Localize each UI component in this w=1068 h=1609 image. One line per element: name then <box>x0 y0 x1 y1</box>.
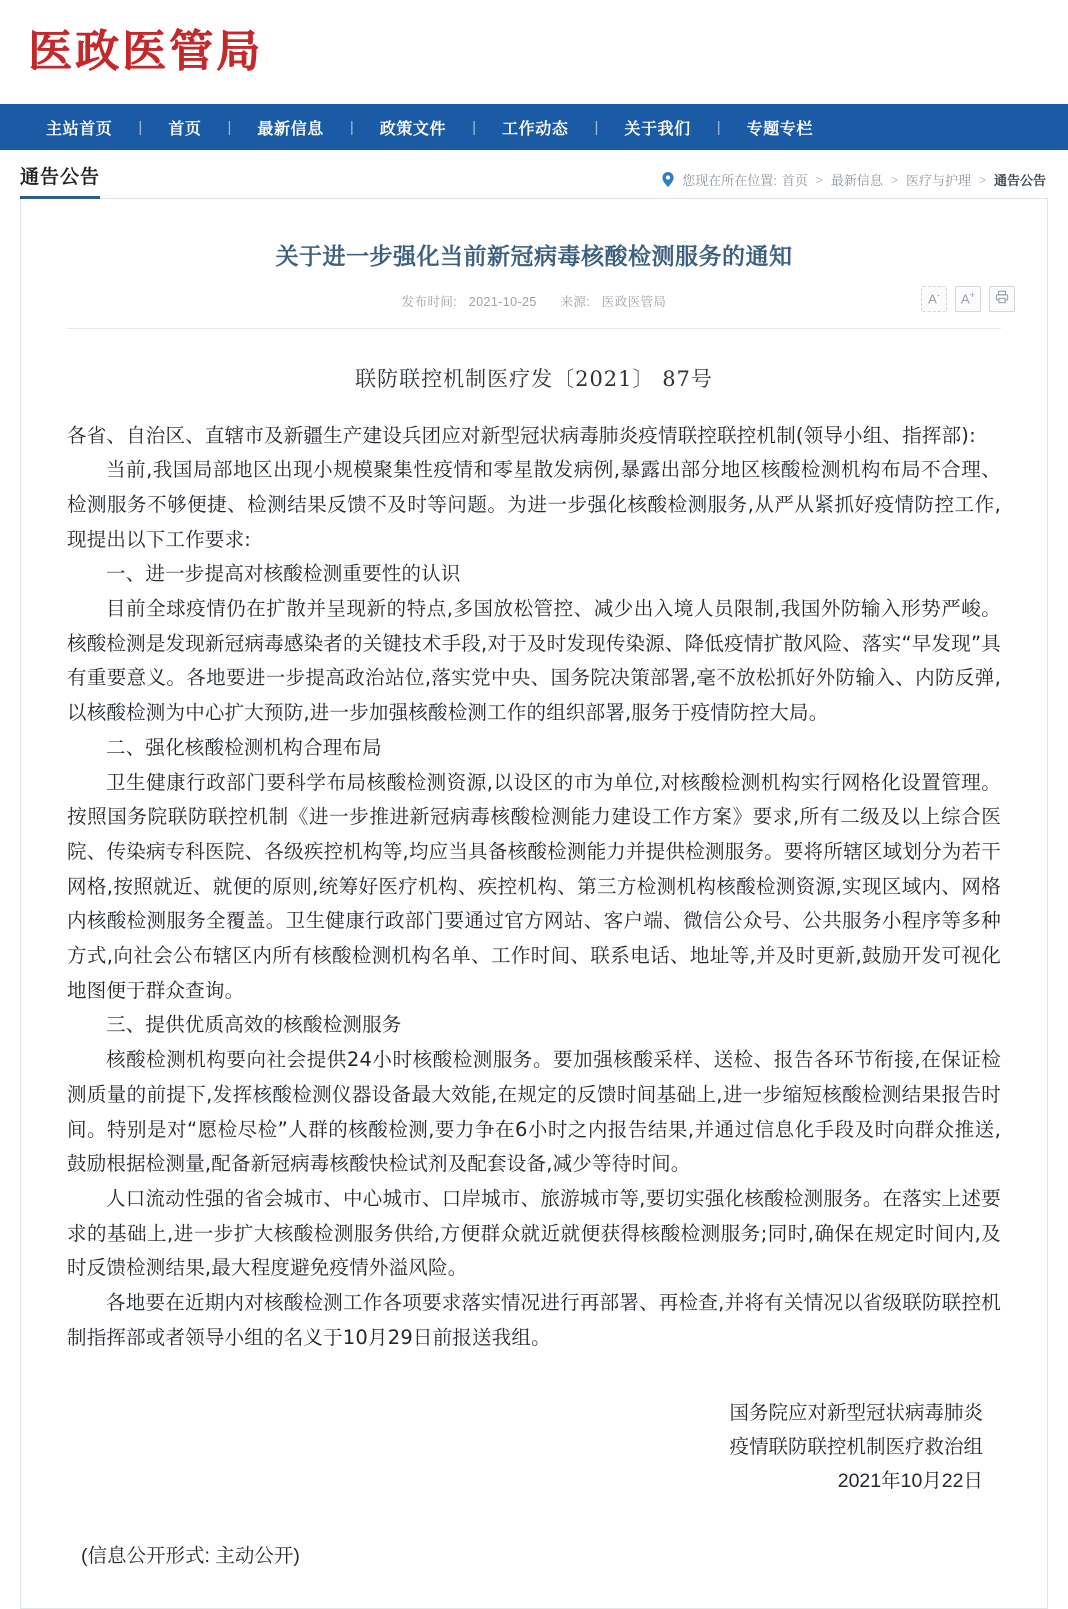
nav-item-about-us[interactable]: 关于我们 <box>624 120 691 138</box>
site-logo: 医政医管局 <box>28 26 263 77</box>
site-header <box>0 0 1068 104</box>
nav-separator: | <box>594 118 599 136</box>
signature-date: 2021年10月22日 <box>837 1469 983 1492</box>
nav-list <box>38 116 839 139</box>
nav-separator: | <box>227 118 232 136</box>
signature-line-1: 国务院应对新型冠状病毒肺炎 <box>729 1402 983 1425</box>
nav-item-special-columns[interactable]: 专题专栏 <box>746 120 814 138</box>
paragraph-intro: 当前,我国局部地区出现小规模聚集性疫情和零星散发病例,暴露出部分地区核酸检测机构布局不合理、检测服务不够便捷、检测结果反馈不及时等问题。为进一步强化核酸检测服务,从严从紧抓好疫情防控工作,现提出以下工作要求: <box>67 458 1001 551</box>
publish-date: 2021-10-25 <box>468 294 537 309</box>
font-increase-button[interactable] <box>955 286 981 312</box>
article-title: 关于进一步强化当前新冠病毒核酸检测服务的通知 <box>275 243 793 269</box>
breadcrumb-separator: > <box>815 172 823 187</box>
page-title: 通告公告 <box>20 162 100 199</box>
breadcrumb-item-current: 通告公告 <box>993 173 1046 188</box>
article-meta-row <box>67 292 1001 329</box>
font-decrease-button[interactable] <box>921 286 947 312</box>
paragraph-heading-2: 二、强化核酸检测机构合理布局 <box>106 735 382 759</box>
breadcrumb-separator: > <box>890 172 898 187</box>
main-navigation <box>0 104 1068 150</box>
document-number: 联防联控机制医疗发〔2021〕 87号 <box>355 366 713 391</box>
nav-separator: | <box>349 118 354 136</box>
paragraph-addressee: 各省、自治区、直辖市及新疆生产建设兵团应对新型冠状病毒肺炎疫情联控联控机制(领导小组、指挥部): <box>67 423 976 447</box>
paragraph-section-2: 卫生健康行政部门要科学布局核酸检测资源,以设区的市为单位,对核酸检测机构实行网格化设置管理。按照国务院联防联控机制《进一步推进新冠病毒核酸检测能力建设工作方案》要求,所有二级及以上综合医院、传染病专科医院、各级疾控机构等,均应当具备核酸检测能力并提供检测服务。要将所辖区域划分为若干网格,按照就近、就便的原则,统筹好医疗机构、疾控机构、第三方检测机构核酸检测资源,实现区域内、网格内核酸检测服务全覆盖。卫生健康行政部门要通过官方网站、客户端、微信公众号、公共服务小程序等多种方式,向社会公布辖区内所有核酸检测机构名单、工作时间、联系电话、地址等,并及时更新,鼓励开发可视化地图便于群众查询。 <box>67 770 1001 1002</box>
breadcrumb-row <box>0 150 1068 198</box>
paragraph-section-5: 各地要在近期内对核酸检测工作各项要求落实情况进行再部署、再检查,并将有关情况以省级联防联控机制指挥部或者领导小组的名义于10月29日前报送我组。 <box>67 1291 1001 1349</box>
nav-item-main-site-home[interactable]: 主站首页 <box>46 120 113 138</box>
publish-label: 发布时间: <box>401 294 458 309</box>
font-decrease-icon: A- <box>928 290 940 307</box>
breadcrumb <box>662 170 1046 198</box>
nav-separator: | <box>138 118 143 136</box>
article-meta <box>402 292 667 310</box>
breadcrumb-item-medical-nursing[interactable]: 医疗与护理 <box>905 173 971 188</box>
article-toolbar <box>921 286 1015 312</box>
breadcrumb-item-home[interactable]: 首页 <box>781 173 808 188</box>
location-pin-icon <box>662 172 674 187</box>
nav-item-latest-info[interactable]: 最新信息 <box>257 120 324 138</box>
nav-item-work-updates[interactable]: 工作动态 <box>502 120 569 138</box>
signature-block <box>67 1397 1001 1498</box>
breadcrumb-prefix: 您现在所在位置: <box>682 173 777 188</box>
paragraph-section-3: 核酸检测机构要向社会提供24小时核酸检测服务。要加强核酸采样、送检、报告各环节衔接,在保证检测质量的前提下,发挥核酸检测仪器设备最大效能,在规定的反馈时间基础上,进一步缩短核酸检测结果报告时间。特别是对“愿检尽检”人群的核酸检测,要力争在6小时之内报告结果,并通过信息化手段及时向群众推送,鼓励根据检测量,配备新冠病毒核酸快检试剂及配套设备,减少等待时间。 <box>67 1048 1001 1176</box>
signature-line-2: 疫情联防联控机制医疗救治组 <box>729 1436 983 1459</box>
nav-item-policy-documents[interactable]: 政策文件 <box>379 120 447 138</box>
paragraph-section-4: 人口流动性强的省会城市、中心城市、口岸城市、旅游城市等,要切实强化核酸检测服务。在落实上述要求的基础上,进一步扩大核酸检测服务供给,方便群众就近就便获得核酸检测服务;同时,确保在规定时间内,及时反馈检测结果,最大程度避免疫情外溢风险。 <box>67 1186 1001 1280</box>
paragraph-heading-1: 一、进一步提高对核酸检测重要性的认识 <box>106 562 461 586</box>
article-card <box>20 198 1048 1609</box>
paragraph-heading-3: 三、提供优质高效的核酸检测服务 <box>106 1013 402 1037</box>
document-body <box>67 419 1001 1356</box>
nav-separator: | <box>716 118 721 136</box>
nav-item-home[interactable]: 首页 <box>168 120 202 138</box>
font-increase-icon: A+ <box>961 290 975 307</box>
source-label: 来源: <box>560 294 591 309</box>
breadcrumb-item-latest-info[interactable]: 最新信息 <box>830 173 883 188</box>
publicity-form-note: (信息公开形式: 主动公开) <box>81 1545 300 1568</box>
printer-icon <box>995 290 1009 307</box>
source-value: 医政医管局 <box>601 294 667 309</box>
breadcrumb-separator: > <box>978 172 986 187</box>
nav-separator: | <box>472 118 477 136</box>
print-button[interactable] <box>989 286 1015 312</box>
paragraph-section-1: 目前全球疫情仍在扩散并呈现新的特点,多国放松管控、减少出入境人员限制,我国外防输入形势严峻。核酸检测是发现新冠病毒感染者的关键技术手段,对于及时发现传染源、降低疫情扩散风险、落实“早发现”具有重要意义。各地要进一步提高政治站位,落实党中央、国务院决策部署,毫不放松抓好外防输入、内防反弹,以核酸检测为中心扩大预防,进一步加强核酸检测工作的组织部署,服务于疫情防控大局。 <box>67 597 1001 725</box>
